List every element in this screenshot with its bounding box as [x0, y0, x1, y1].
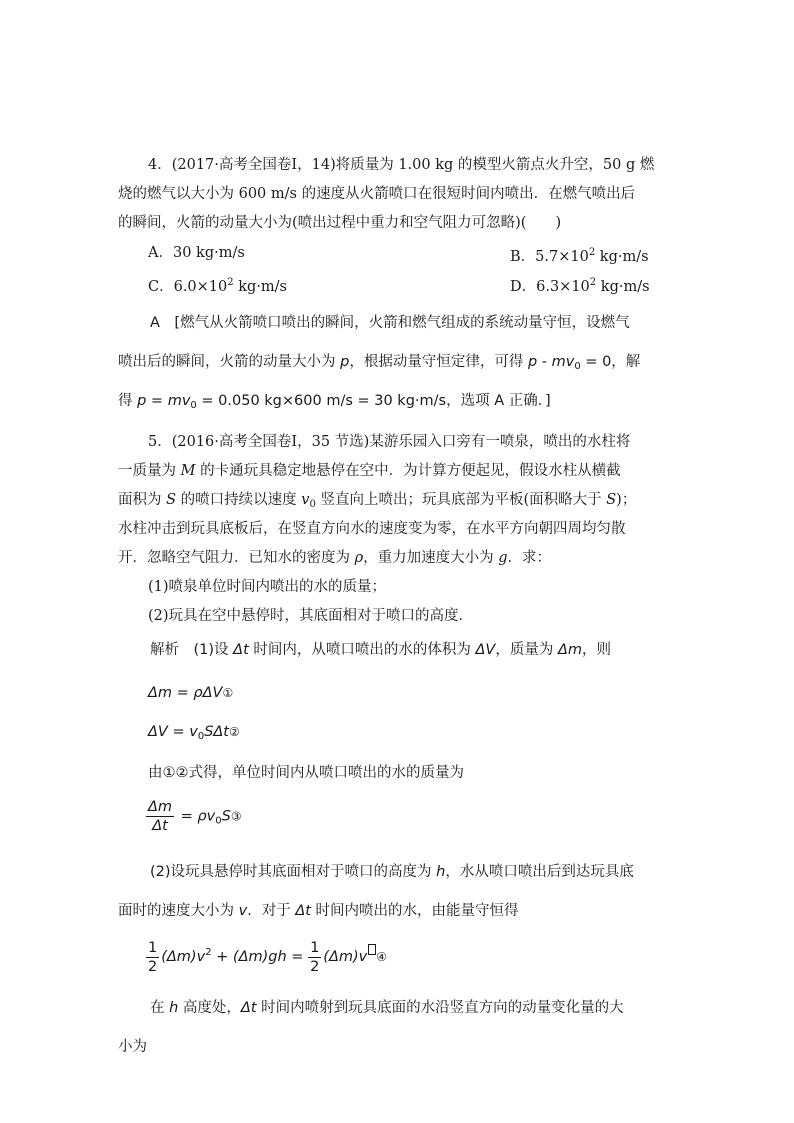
q4-answer-text-2c: = 0，解 [580, 354, 641, 370]
fraction-numerator: 1 [148, 939, 158, 956]
q5-subquestion-2 [148, 606, 473, 626]
q4-option-d-text: D．6.3×10 [510, 279, 590, 295]
q5-final-text-1c: 时间内喷射到玩具底面的水沿竖直方向的动量变化量的大 [256, 1000, 624, 1016]
var-delta-t: Δt [240, 1000, 257, 1016]
q5-solution-line-1 [150, 640, 611, 660]
q4-option-b [510, 243, 649, 267]
var-M: M [180, 463, 196, 479]
q4-option-b-text: B．5.7×10 [510, 249, 589, 265]
var-h: h [436, 864, 446, 880]
fraction-denominator: 2 [148, 958, 158, 975]
q4-answer-text-3a: 得 [118, 393, 138, 409]
q4-option-d-exp: 2 [589, 277, 597, 288]
q5-stem-text-2b: 的卡通玩具稳定地悬停在空中．为计算方便起见，假设水柱从横截 [195, 463, 621, 479]
var-mv: mv [551, 354, 575, 370]
q5-solution-text-2a: (2)设玩具悬停时其底面相对于喷口的高度为 [150, 864, 437, 880]
var-v: v [189, 724, 198, 740]
q4-stem-text: 4．(2017·高考全国卷Ⅰ，14)将质量为 1.00 kg 的模型火箭点火升空，50 g 燃 [148, 157, 655, 173]
fraction-one-half [308, 939, 321, 976]
fraction-numerator: 1 [310, 939, 320, 956]
q5-line-1 [148, 432, 630, 452]
q4-answer-line-1 [150, 313, 630, 333]
q5-stem-text-3a: 面积为 [118, 492, 167, 508]
solution-from-12 [148, 763, 464, 783]
subscript-0: 0 [197, 731, 205, 742]
q4-option-c-text: C．6.0×10 [148, 279, 228, 295]
q5-line-4 [118, 519, 626, 539]
var-delta-V: ΔV [148, 724, 168, 740]
equals-sign: = [167, 724, 190, 740]
equation-number-2: ② [229, 725, 240, 739]
equals-sign: = [146, 393, 168, 409]
q5-solution-text-3a: 面时的速度大小为 [118, 903, 239, 919]
q4-option-d-unit: kg·m/s [596, 279, 650, 295]
q4-option-d [510, 273, 650, 297]
q5-stem-text-5b: ，重力加速度大小为 [363, 550, 499, 566]
var-v: v [238, 903, 248, 919]
fraction-denominator: 2 [310, 958, 320, 975]
q5-final-text-2: 小为 [118, 1039, 147, 1055]
var-delta-m-v: (Δm)v [161, 949, 206, 965]
q5-subquestion-1-text: (1)喷泉单位时间内喷出的水的质量； [148, 579, 387, 595]
var-delta-m-v0: (Δm)v [323, 949, 368, 965]
var-rho: ρ [354, 550, 364, 566]
q5-solution-text-3b: ．对于 [247, 903, 296, 919]
q4-option-c-unit: kg·m/s [233, 279, 288, 295]
minus-sign: - [537, 354, 552, 370]
equation-number-4: ④ [376, 950, 388, 964]
var-delta-V: ΔV [475, 642, 496, 658]
q4-option-c-exp: 2 [227, 277, 234, 288]
q5-solution-text-2b: ，水从喷口喷出后到达玩具底 [445, 864, 634, 880]
q5-final-line-1 [150, 998, 624, 1018]
subscript-0: 0 [309, 499, 316, 510]
q5-solution-text-3c: 时间内喷出的水，由能量守恒得 [310, 903, 519, 919]
var-mv: mv [167, 393, 191, 409]
equation-4-middle: + (Δm)gh = [211, 949, 309, 965]
subscript-0: 0 [190, 400, 197, 411]
var-S: S [606, 492, 617, 508]
superscript-2: 2 [205, 947, 212, 958]
q4-option-b-unit: kg·m/s [595, 249, 649, 265]
fraction-numerator: Δm [148, 799, 173, 815]
q4-option-a-text: A．30 kg·m/s [148, 245, 245, 261]
q5-solution-text-1a: 解析 (1)设 [150, 642, 234, 658]
var-S: S [221, 808, 231, 825]
q4-line-2 [118, 184, 635, 204]
var-p: p [137, 393, 147, 409]
equation-number-3: ③ [230, 809, 242, 824]
q5-stem-text-3d: )； [616, 492, 637, 508]
var-h: h [169, 1000, 179, 1016]
q5-stem-text-3c: 竖直向上喷出；玩具底部为平板(面积略大于 [315, 492, 607, 508]
var-S: S [166, 492, 177, 508]
var-delta-m: Δm [148, 685, 173, 701]
q5-solution-part2-line-1 [150, 862, 634, 882]
equation-4 [146, 935, 387, 976]
fraction-delta-m-over-delta-t [146, 798, 174, 835]
q4-option-b-exp: 2 [588, 247, 596, 258]
q4-stem-text-2: 烧的燃气以大小为 600 m/s 的速度从火箭喷口在很短时间内喷出．在燃气喷出后 [118, 186, 636, 202]
q4-option-c [148, 273, 287, 297]
q4-answer-line-2 [118, 352, 640, 377]
var-rho-v: ρv [197, 808, 216, 825]
q5-solution-text-1c: ，质量为 [495, 642, 558, 658]
q5-stem-text-3b: 的喷口持续以速度 [176, 492, 302, 508]
var-delta-m: Δm [557, 642, 582, 658]
q5-solution-part2-line-2 [118, 901, 519, 921]
q5-stem-text-1: 5．(2016·高考全国卷Ⅰ，35 节选)某游乐园入口旁有一喷泉，喷出的水柱将 [148, 434, 631, 450]
var-rho-delta-V: ρΔV [193, 685, 223, 701]
q5-solution-text-1d: ，则 [581, 642, 611, 658]
equation-3 [146, 798, 242, 840]
q5-final-text-1b: 高度处， [178, 1000, 241, 1016]
q5-line-3 [118, 490, 636, 515]
q4-stem-text-3: 的瞬间，火箭的动量大小为(喷出过程中重力和空气阻力可忽略)( ) [118, 215, 562, 231]
q4-line-1 [148, 155, 654, 175]
q5-subquestion-1 [148, 577, 386, 597]
q4-answer-text-2a: 喷出后的瞬间，火箭的动量大小为 [118, 354, 341, 370]
q5-final-line-2 [118, 1037, 147, 1057]
q5-line-2 [118, 461, 621, 481]
fraction-denominator: Δt [152, 818, 168, 834]
q4-answer-line-3 [118, 391, 551, 416]
q4-answer-text-1: A [燃气从火箭喷口喷出的瞬间，火箭和燃气组成的系统动量守恒，设燃气 [150, 315, 630, 331]
equation-2 [148, 722, 240, 747]
q5-stem-text-4: 水柱冲击到玩具底板后，在竖直方向水的速度变为零，在水平方向朝四周均匀散 [118, 521, 626, 537]
q4-answer-text-2b: ，根据动量守恒定律，可得 [349, 354, 528, 370]
equation-1 [148, 683, 233, 703]
q5-final-text-1a: 在 [150, 1000, 170, 1016]
q5-subquestion-2-text: (2)玩具在空中悬停时，其底面相对于喷口的高度． [148, 608, 474, 624]
var-delta-t: Δt [295, 903, 311, 919]
equation-number-1: ① [222, 686, 234, 700]
q5-stem-text-2a: 一质量为 [118, 463, 181, 479]
var-delta-t: Δt [233, 642, 249, 658]
q5-stem-text-5a: 开．忽略空气阻力．已知水的密度为 [118, 550, 355, 566]
q5-line-5 [118, 548, 551, 568]
var-p: p [340, 354, 350, 370]
var-v: v [301, 492, 310, 508]
q5-solution-text-1b: 时间内，从喷口喷出的水的体积为 [248, 642, 476, 658]
q4-line-3 [118, 213, 561, 233]
equals-sign: = [172, 685, 194, 701]
subscript-0: 0 [215, 815, 222, 827]
q4-answer-text-3b: = 0.050 kg×600 m/s = 30 kg·m/s，选项 A 正确．] [196, 393, 551, 409]
q4-option-a [148, 243, 245, 263]
q5-stem-text-5c: ．求： [507, 550, 552, 566]
var-S-delta-t: SΔt [204, 724, 229, 740]
solution-from-12-text: 由①②式得，单位时间内从喷口喷出的水的质量为 [148, 765, 464, 781]
subscript-0: 0 [574, 361, 581, 372]
fraction-one-half [146, 939, 159, 976]
var-g: g [498, 550, 508, 566]
var-p: p [527, 354, 538, 370]
equals-sign: = [176, 808, 198, 825]
